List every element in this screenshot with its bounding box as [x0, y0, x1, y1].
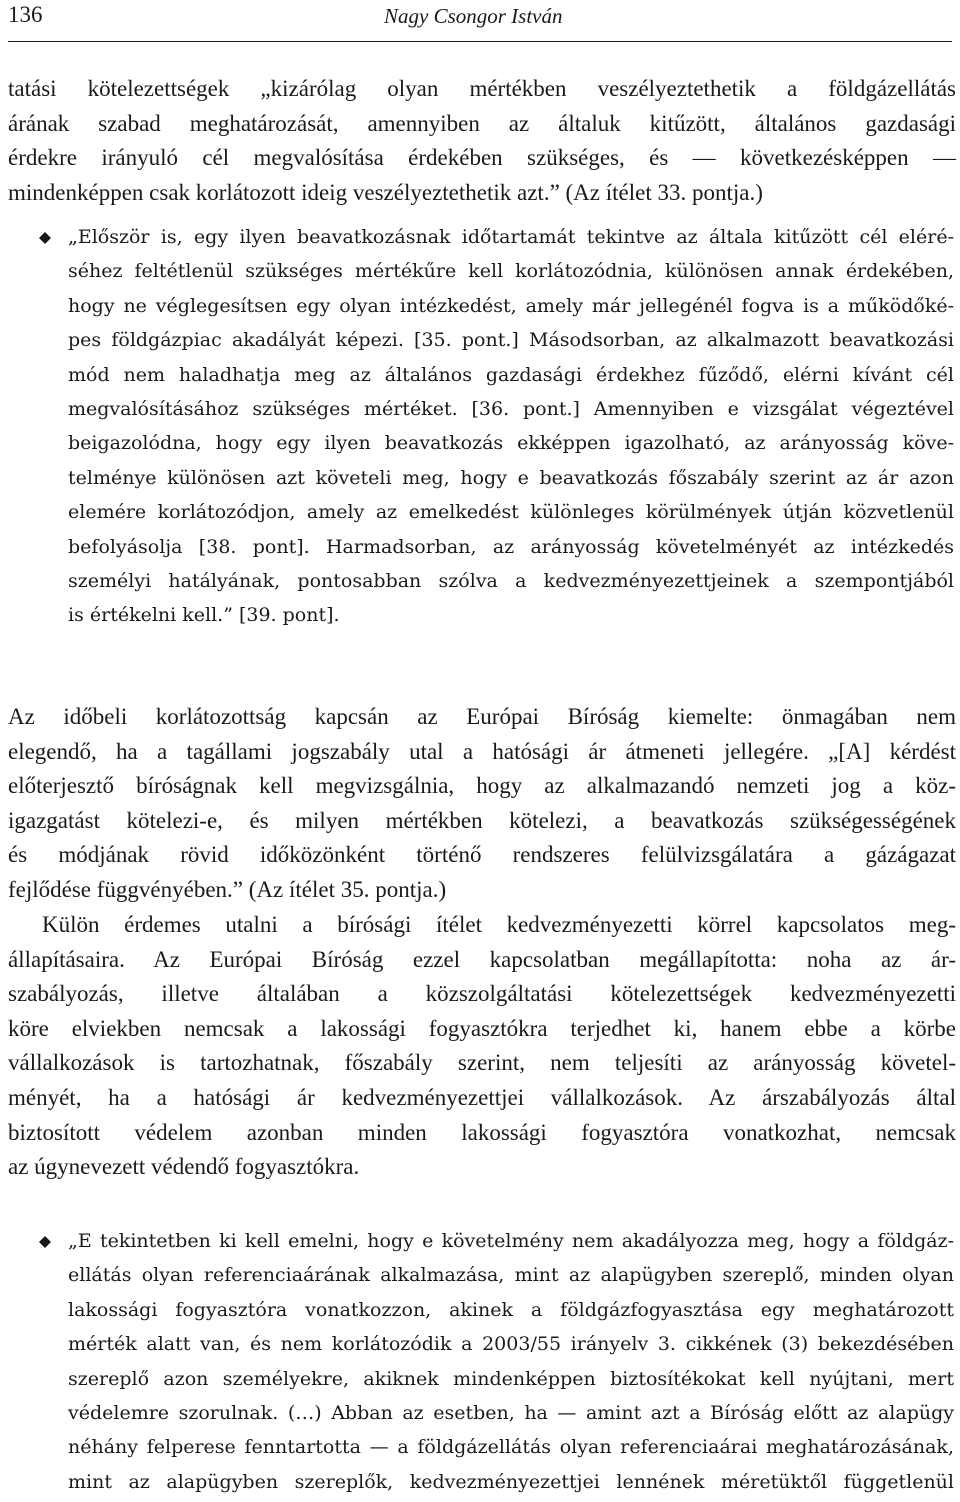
text-line: állapításaira. Az Európai Bíróság ezzel kapcsolatban megállapította: noha az ár- [8, 946, 956, 972]
paragraph-2 [8, 700, 956, 908]
page-number: 136 [8, 2, 43, 27]
text-line: köre elviekben nemcsak a lakossági fogyasztókra terjedhet ki, hanem ebbe a körbe [8, 1015, 956, 1041]
diamond-bullet-icon [39, 1236, 51, 1248]
block-quote-1 [68, 220, 954, 633]
quote-line: megvalósításához szükséges mértéket. [36. pont.] Amennyiben e vizsgálat végeztével [68, 398, 954, 421]
text-line: igazgatást kötelezi-e, és milyen mértékben kötelezi, a beavatkozás szükségességének [8, 807, 956, 833]
quote-line: pes földgázpiac akadályát képezi. [35. pont.] Másodsorban, az alkalmazott beavatkozási [68, 329, 954, 352]
diamond-bullet-icon [39, 232, 51, 244]
text-line: mindenképpen csak korlátozott ideig veszélyeztethetik azt.” (Az ítélet 33. pontja.) [8, 179, 763, 205]
text-line: vállalkozások is tartozhatnak, főszabály szerint, nem teljesíti az arányosság követel- [8, 1050, 956, 1076]
text-line: tatási kötelezettségek „kizárólag olyan mértékben veszélyeztethetik a földgázellátás [8, 76, 956, 101]
quote-line: „Először is, egy ilyen beavatkozásnak időtartamát tekintve az általa kitűzött cél eléré- [68, 226, 954, 248]
quote-line: telménye különösen azt követeli meg, hogy e beavatkozás főszabály szerint az ár azon [68, 466, 954, 489]
quote-line: hogy ne véglegesítsen egy olyan intézkedést, amely már jellegénél fogva is a működőké- [68, 294, 954, 317]
text-line: az úgynevezett védendő fogyasztókra. [8, 1154, 360, 1180]
quote-line: mód nem haladhatja meg az általános gazdasági érdekhez fűződő, elérni kívánt cél [68, 363, 954, 386]
block-quote-2 [68, 1224, 954, 1499]
quote-line: néhány felperese fenntartotta — a földgázellátás olyan referenciaárai meghatározásának, [68, 1436, 954, 1459]
text-line: elegendő, ha a tagállami jogszabály utal a hatósági ár átmeneti jellegére. „[A] kérdést [8, 738, 956, 764]
text-line: árának szabad meghatározását, amennyiben az általuk kitűzött, általános gazdasági [8, 110, 956, 136]
quote-line: lakossági fogyasztóra vonatkozzon, akinek a földgázfogyasztása egy meghatározott [68, 1298, 954, 1321]
quote-line: védelemre szorulnak. (…) Abban az esetben, ha — amint azt a Bíróság előtt az alapügy [68, 1402, 954, 1425]
quote-line: beigazolódna, hogy egy ilyen beavatkozás ekképpen igazolható, az arányosság köve- [68, 432, 954, 455]
text-line: fejlődése függvényében.” (Az ítélet 35. pontja.) [8, 876, 447, 902]
paragraph-3 [8, 908, 956, 1185]
quote-line: személyi hatályának, pontosabban szólva a kedvezményezettjeinek a szempontjából [68, 570, 954, 593]
quote-line: mint az alapügyben szereplők, kedvezményezettjei lennének méretüktől függetlenül [68, 1470, 954, 1493]
text-line: szabályozás, illetve általában a közszolgáltatási kötelezettségek kedvezményezetti [8, 981, 956, 1007]
quote-line: ellátás olyan referenciaárának alkalmazása, mint az alapügyben szereplő, minden olyan [68, 1264, 954, 1287]
text-line: és módjának rövid időközönként történő rendszeres felülvizsgálatára a gázágazat [8, 842, 956, 868]
header-rule [8, 41, 952, 42]
text-line: Külön érdemes utalni a bírósági ítélet kedvezményezetti körrel kapcsolatos meg- [42, 912, 956, 937]
quote-line: „E tekintetben ki kell emelni, hogy e követelmény nem akadályozza meg, hogy a földgáz- [68, 1230, 954, 1252]
quote-line: is értékelni kell.” [39. pont]. [68, 604, 340, 627]
quote-line: befolyásolja [38. pont]. Harmadsorban, az arányosság követelményét az intézkedés [68, 535, 954, 558]
quote-line: séhez feltétlenül szükséges mértékűre kell korlátozódnia, különösen annak érdekében, [68, 260, 954, 283]
text-line: érdekre irányuló cél megvalósítása érdekében szükséges, és — következésképpen — [8, 145, 956, 171]
paragraph-1 [8, 72, 956, 210]
text-line: Az időbeli korlátozottság kapcsán az Európai Bíróság kiemelte: önmagában nem [8, 704, 956, 729]
quote-line: elemére korlátozódjon, amely az emelkedést különleges körülmények útján közvetlenül [68, 501, 954, 524]
text-line: előterjesztő bíróságnak kell megvizsgálnia, hogy az alkalmazandó nemzeti jog a köz- [8, 773, 956, 799]
text-line: biztosított védelem azonban minden lakossági fogyasztóra vonatkozhat, nemcsak [8, 1119, 956, 1145]
quote-line: szereplő azon személyekre, akiknek mindenképpen biztosítékokat kell nyújtani, mert [68, 1367, 954, 1390]
quote-line: mérték alatt van, és nem korlátozódik a 2003/55 irányelv 3. cikkének (3) bekezdésében [68, 1333, 954, 1356]
page-header [0, 0, 960, 44]
text-line: ményét, ha a hatósági ár kedvezményezettjei vállalkozások. Az árszabályozás által [8, 1084, 956, 1110]
running-head: Nagy Csongor István [384, 4, 563, 28]
